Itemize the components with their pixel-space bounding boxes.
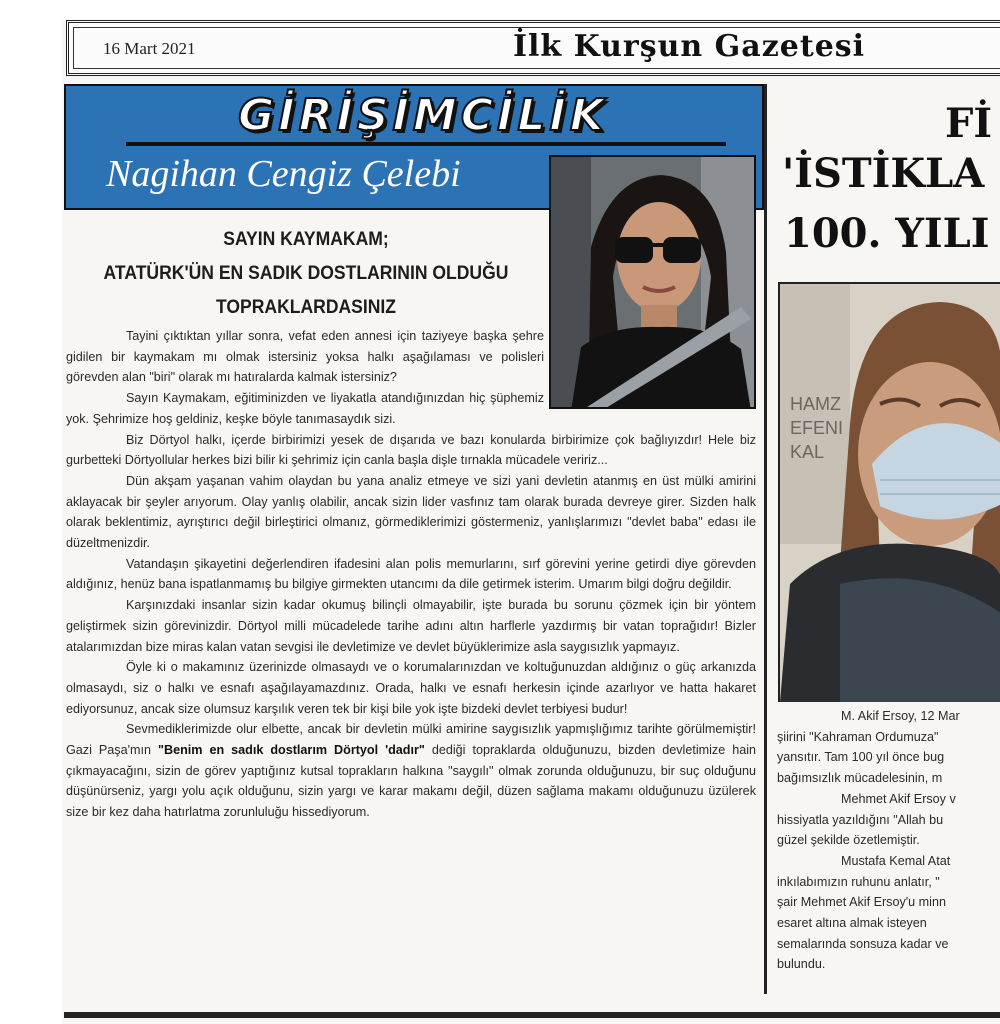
column-headline	[88, 222, 524, 324]
right-text-line: güzel şekilde özetlemiştir.	[777, 833, 920, 848]
right-headline-line: 'İSTİKLA	[782, 150, 985, 197]
right-article-text	[777, 706, 1000, 975]
masked-woman-image	[780, 284, 1000, 702]
photo-wrap-space	[544, 326, 756, 414]
photo-sign-text: HAMZ	[790, 394, 841, 414]
photo-sign-text: KAL	[790, 442, 825, 462]
body-paragraph-last	[66, 719, 756, 823]
right-text-line: inkılabımızın ruhunu anlatır, "	[777, 874, 940, 889]
headline-line: ATATÜRK'ÜN EN SADIK DOSTLARININ OLDUĞU	[103, 262, 509, 284]
last-paragraph-part: Sevmediklerimizde olur elbette, ancak bir devletin mülki amirine saygısızlık yapmışlığımız tarihte görülmemiştir! Gazi Paşa'mın	[66, 722, 756, 758]
issue-date: 16 Mart 2021	[103, 39, 196, 58]
right-text-line: Mehmet Akif Ersoy v	[841, 791, 956, 806]
photo-sign-text: EFENI	[790, 418, 844, 438]
right-text-line: hissiyatla yazıldığını "Allah bu	[777, 812, 944, 827]
newspaper-name: İlk Kurşun Gazetesi	[513, 29, 866, 64]
author-name: Nagihan Cengiz Çelebi	[106, 153, 461, 195]
margin-left	[0, 0, 62, 1024]
ataturk-quote: "Benim en sadık dostlarım Dörtyol 'dadır"	[158, 743, 425, 758]
body-paragraph: Öyle ki o makamınız üzerinizde olmasaydı ve o korumalarınızdan ve koltuğunuzdan aldığınız o güç arkanızda olmasaydı, siz o halkı ve esnafı aşağılayamazdınız. Orada, halkı ve esnafı herkesin içinde azarlıyor ve hatta hakaret ediyorsunuz, ancak size olumsuz karşılık veren tek bir kişi bile yok işte bizdeki devlet terbiyesi budur!	[66, 660, 756, 716]
right-text-line: esaret altına almak isteyen	[777, 916, 927, 931]
body-paragraph: Biz Dörtyol halkı, içerde birbirimizi yesek de dışarıda ve bazı konularda birbirimize çok bağlıyızdır! Hele biz gurbetteki Dörtyollular herkes bizi bilir ki şehrimiz için canla başla dişle tırnakla mücadele veririz...	[66, 432, 756, 468]
right-article-photo	[778, 282, 1000, 702]
bottom-rule	[64, 1012, 1000, 1018]
right-text-line: bulundu.	[777, 957, 826, 972]
section-title: GİRİŞİMCİLİK	[238, 90, 608, 141]
right-text-line: bağımsızlık mücadelesinin, m	[777, 771, 943, 786]
body-paragraph: Vatandaşın şikayetini değerlendiren ifadesini alan polis memurlarını, sırf görevini yerine getirdi diye görevden aldığınız, henüz bana ispatlanmamış bu bilgiye girmekten utancımı da dile getirmek isterim. Umarım bilgi doğru değildir.	[66, 556, 756, 592]
column-body	[66, 326, 756, 823]
right-text-line: şair Mehmet Akif Ersoy'u minn	[777, 895, 946, 910]
headline-line: TOPRAKLARDASINIZ	[215, 296, 397, 318]
body-paragraph: Dün akşam yaşanan vahim olaydan bu yana analiz etmeye ve sizi yani devletin atanmış en üst mülki amirini aklayacak bir şeyler arıyorum. Olay yanlış olabilir, ancak sizin lider vasfınız tam olarak burada devreye girer. Sizden halk olarak beklentimiz, ayrıştırıcı değil birleştirici olmanız, görmediklerimizi göstermeniz, yanlışlarımızı "devlet baba" edası ile düzeltmenizdir.	[66, 473, 756, 551]
right-text-line: semalarında sonsuza kadar ve	[777, 936, 949, 951]
margin-top	[0, 0, 1000, 20]
headline-line: SAYIN KAYMAKAM;	[223, 228, 389, 250]
right-text-line: şiirini "Kahraman Ordumuza"	[777, 729, 939, 744]
last-paragraph-part: dediği topraklarda olduğunuzu, bizden devletimize hain çıkmayacağını, sizin de görev yaptığınız kutsal toprakların halkına "saygılı" olmak zorunda olduğunuzu, bir suç olduğunu düşünürseniz, yargı yolu açık olduğunu, sizin yargı ve karar makamı değil, düzen sağlama makamı olduğunuzu üzülerek size bir kez daha hatırlatma zorunluluğu hissediyorum.	[66, 743, 757, 820]
body-paragraph: Sayın Kaymakam, eğitiminizden ve liyakatla atandığınızdan hiç şüphemiz yok. Şehrimize hoş geldiniz, keşke böyle tanımasaydık sizi.	[66, 391, 544, 426]
body-paragraph: Karşınızdaki insanlar sizin kadar okumuş bilinçli olmayabilir, işte burada bu sorunu çözmek için bir yöntem geliştirmek sizin görevinizdir. Dörtyol milli mücadelede tarihe adını altın harflerle yazdırmış bir vatan toprağıdır! Bizler atalarımızdan bize miras kalan vatan sevgisi ile devletimize ve devlet büyüklerimize asla saygısızlık yapmayız.	[66, 598, 756, 654]
right-article-headline	[770, 84, 1000, 284]
masthead	[66, 20, 1000, 76]
right-headline-line: 100. YILI	[784, 210, 990, 257]
banner-divider	[126, 142, 726, 146]
right-text-line: yansıtır. Tam 100 yıl önce bug	[777, 750, 945, 765]
body-paragraph: Tayini çıktıktan yıllar sonra, vefat eden annesi için taziyeye başka şehre gidilen bir kaymakam mı olmak istersiniz yoksa halkı aşağılaması ve polisleri görevden alan "biri" olarak mı hatıralarda kalmak istersiniz?	[66, 329, 544, 385]
right-text-line: Mustafa Kemal Atat	[841, 853, 951, 868]
right-headline-line: Fİ	[945, 100, 993, 147]
right-text-line: M. Akif Ersoy, 12 Mar	[841, 709, 960, 723]
column-divider	[764, 84, 767, 994]
